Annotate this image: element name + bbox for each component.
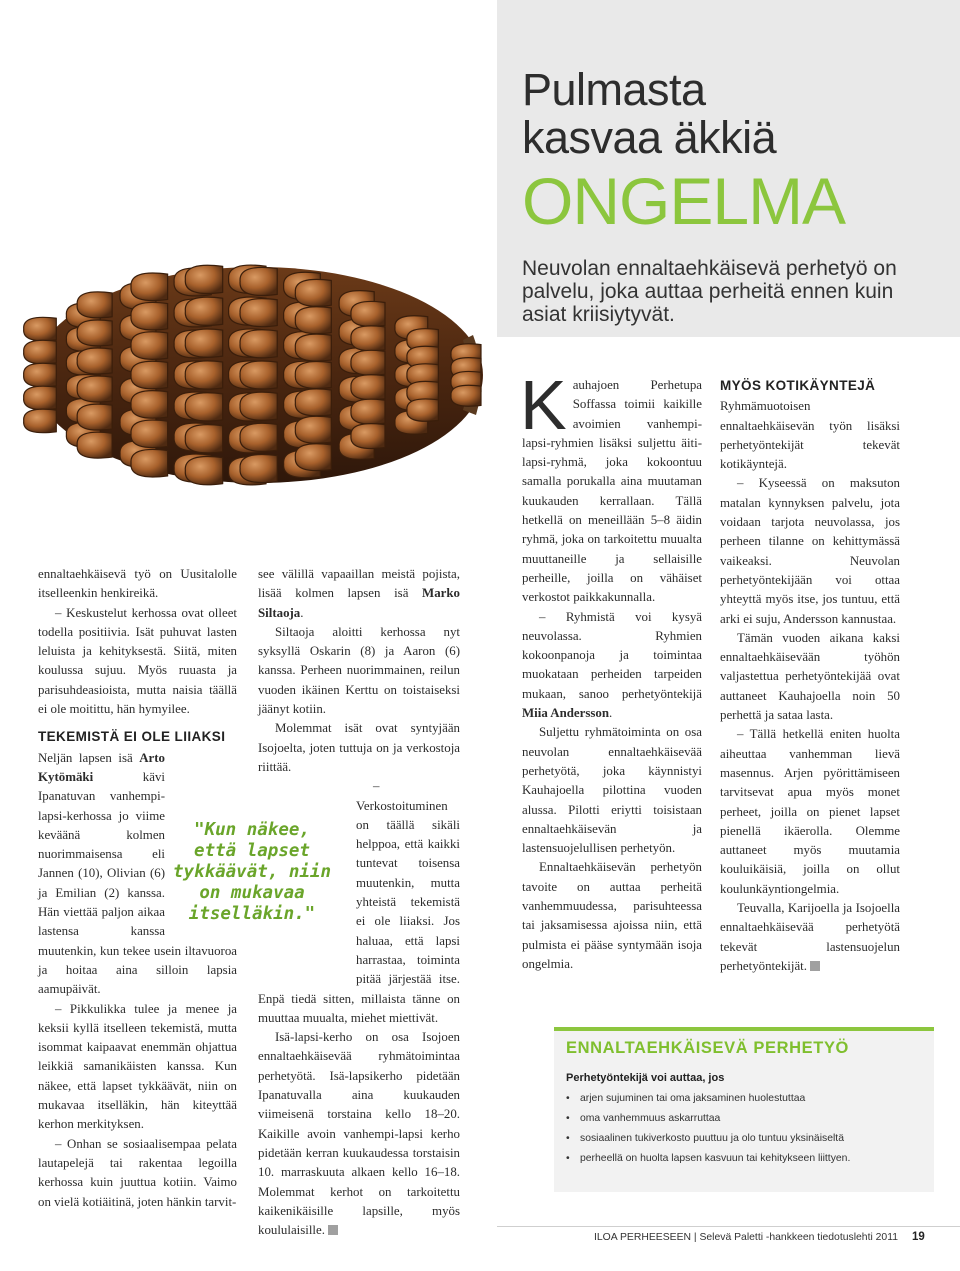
col1-paragraph-2: – Keskustelut kerhossa ovat olleet todella positiivia. Isät puhuvat lasten leluista ja kehityksestä. Siitä, miten koulussa sujuu. Myös ruuasta ja parisuhdeasioista, mutta naisia täällä ei ole moitittu, hän hymyilee. bbox=[38, 605, 237, 717]
cone-scale bbox=[77, 320, 112, 346]
page-footer bbox=[593, 1231, 925, 1243]
cone-scale bbox=[295, 416, 331, 443]
footer-divider bbox=[497, 1226, 960, 1227]
cone-scale bbox=[351, 424, 385, 449]
cone-scale bbox=[295, 362, 331, 389]
info-box-lead: Perhetyöntekijä voi auttaa, jos bbox=[566, 1072, 725, 1084]
cone-scale bbox=[77, 292, 112, 318]
list-item: • arjen sujuminen tai oma jaksaminen huolestuttaa bbox=[566, 1089, 850, 1109]
cone-scale bbox=[185, 297, 222, 325]
col2-p1-text-a: see välillä vapaaillan meistä pojista, lisää kolmen lapsen isä bbox=[258, 567, 460, 601]
cone-scale bbox=[131, 273, 168, 301]
cone-scale bbox=[24, 386, 57, 410]
col3-p1-text: auhajoen Perhetupa Soffassa toimii kaikille avoimien vanhempi-lapsi-ryhmien lisäksi suljettu äiti-lapsi-ryhmä, joka kokoontuu samalla porukalla aina muutaman kuukauden kerrallaan. Tällä hetkellä on meneillään 5–8 äidin ryhmä, joka on tarkoitettu muualta muuttaneille ja sellaisille perheille, joilla on vähäiset verkostot paikkakunnalla. bbox=[522, 378, 702, 605]
cone-scale bbox=[185, 329, 222, 357]
cone-scale bbox=[24, 363, 57, 387]
info-box bbox=[554, 1027, 934, 1192]
col1-paragraph-1: ennaltaehkäisevä työ on Uusitalolle itselleenkin henkireikä. bbox=[38, 567, 237, 601]
col4-paragraph-3: Tämän vuoden aikana kaksi ennaltaehkäisevään työhön valjastettua perhetyöntekijää ovat auttaneet Kauhajoella noin 50 perhettä ja sataa lasta. bbox=[720, 630, 900, 723]
section-heading-kotikaynteja: MYÖS KOTIKÄYNTEJÄ bbox=[720, 378, 876, 393]
cone-scale bbox=[131, 449, 168, 477]
info-box-title: ENNALTAEHKÄISEVÄ PERHETYÖ bbox=[566, 1039, 849, 1057]
drop-cap: K bbox=[520, 366, 567, 444]
cone-scale bbox=[351, 399, 385, 424]
col1-paragraph-4: – Pikkulikka tulee ja menee ja keksii kyllä itselleen tekemistä, mutta isommat kaipaavat enemmän ohjattua leikkiä samanikäisten kanssa. Kun näkee, että lapset tykkäävät, niin on mukavaa itselläkin, hän kiteyttää kerhon merkityksen. bbox=[38, 1001, 237, 1132]
cone-scale bbox=[131, 302, 168, 330]
col2-paragraph-1 bbox=[258, 565, 460, 623]
col1-paragraph-5: – Onhan se sosiaalisempaa pelata lautapelejä tai rakentaa legoilla kerhossa kuin juuttua kotiin. Vaimo on vielä kotiäitinä, joten hänkin tarvit- bbox=[38, 1136, 237, 1209]
cone-scale bbox=[185, 425, 222, 453]
page-number: 19 bbox=[912, 1231, 925, 1243]
col2-paragraph-5 bbox=[258, 1028, 460, 1240]
col4-paragraph-4: – Tällä hetkellä eniten huolta aiheuttaa vanhemman lievä masennus. Arjen pyörittämiseen tarvitsevat apua myös monet perheet, joilla on pienet lapset pienellä ikäerolla. Olemme auttaneet myös muutamia kouluikäisiä, joilla on ollut koulunkäyntiongelmia. bbox=[720, 727, 900, 896]
cone-scale bbox=[77, 432, 112, 458]
info-box-accent-bar bbox=[554, 1027, 934, 1031]
end-mark-square bbox=[328, 1225, 338, 1235]
cone-scale bbox=[351, 375, 385, 400]
cone-scale bbox=[131, 391, 168, 419]
col3-paragraph-2 bbox=[522, 608, 702, 724]
cone-scale bbox=[185, 265, 222, 293]
cone-scale bbox=[295, 279, 331, 306]
col2-p5-text: Isä-lapsi-kerho on osa Isojoen ennaltaehkäisevää ryhmätoimintaa perhetyötä. Isä-lapsikerho pidetään Ipanatuvalla aina kuukauden viimeisenä torstaina kello 18–20. Kaikille avoin vanhempi-lapsi kerho pidetään kerran kuukaudessa torstaisin 10. marraskuuta alkaen kello 16–18. Molemmat kerhot on tarkoitettu kaikenikäisille lapsille, myös koululaisille. bbox=[258, 1030, 460, 1238]
cone-scale bbox=[240, 299, 277, 327]
article-column-3 bbox=[520, 366, 702, 974]
col2-paragraph-4: –Verkostoituminen on täällä sikäli helppoa, että kaikki tuntevat toisensa muutenkin, mutta yhteistä tekemistä ei ole liiaksi. Jos haluaa, että lapsi harrastaa, toiminta pitää järjestää itse. Enpä tiedä sitten, millaista tänne on muuttaa muualta, miehet miettivät. bbox=[258, 779, 460, 1025]
footer-publication: ILOA PERHEESEEN | Selevä Paletti -hankkeen tiedotuslehti 2011 bbox=[593, 1232, 898, 1243]
person-name-miia: Miia Andersson bbox=[522, 706, 610, 721]
col3-p2-text-b: . bbox=[609, 706, 613, 721]
cone-scale bbox=[351, 326, 385, 351]
pull-quote: "Kun näkee, että lapset tykkäävät, niin on mukavaa itselläkin." bbox=[172, 820, 332, 924]
cone-scale bbox=[351, 301, 385, 326]
cone-scale bbox=[295, 444, 331, 471]
cone-scale bbox=[24, 409, 57, 433]
title-line-1: Pulmasta bbox=[522, 64, 706, 115]
cone-scale bbox=[185, 456, 222, 484]
end-mark-square bbox=[810, 961, 820, 971]
cone-scale bbox=[295, 307, 331, 334]
cone-scale bbox=[240, 423, 277, 451]
cone-scale bbox=[407, 399, 438, 421]
article-column-4 bbox=[720, 376, 900, 976]
cone-scale bbox=[295, 334, 331, 361]
title-line-2: kasvaa äkkiä bbox=[522, 112, 777, 163]
cone-scale bbox=[451, 385, 481, 406]
col4-paragraph-2: – Kyseessä on maksuton matalan kynnyksen palvelu, jota voidaan tarjota neuvolassa, jos perheen tilanne on kehittymässä vaikeaksi. Neuvolan perhetyöntekijään voi ottaa yhteyttä myös itse, jos tuntuu, että arki ei suju, Andersson kannustaa. bbox=[720, 476, 900, 626]
cone-scale bbox=[131, 420, 168, 448]
pine-cone-image bbox=[18, 225, 493, 525]
cone-scale bbox=[240, 267, 277, 295]
col2-paragraph-2: Siltaoja aloitti kerhossa nyt syksyllä Oskarin (8) ja Aaron (6) kanssa. Perheen nuorimmainen, reilun vuoden ikäinen Kerttu on toistaiseksi jäänyt kotiin. bbox=[258, 624, 460, 717]
col4-paragraph-1: Ryhmämuotoisen ennaltaehkäisevän työn lisäksi perhetyöntekijät tekevät kotikäyntejä. bbox=[720, 399, 900, 472]
col3-p2-text-a: – Ryhmistä voi kysyä neuvolassa. Ryhmien kokoonpanoja ja toimintaa muokataan perheiden tarpeiden mukaan, sanoo perhetyöntekijä bbox=[522, 609, 702, 701]
cone-scale bbox=[240, 361, 277, 389]
cone-scale bbox=[131, 332, 168, 360]
col3-paragraph-4: Ennaltaehkäisevän perhetyön tavoite on auttaa perheitä vanhemmuudessa, parisuhteessa tai jaksamisessa ajoissa niin, että pulmista ei pääse syntymään isoja ongelmia. bbox=[522, 860, 702, 971]
col2-paragraph-3: Molemmat isät ovat syntyjään Isojoelta, joten tuttuja on ja verkostoja riittää. bbox=[258, 721, 460, 774]
article-title bbox=[522, 66, 952, 238]
cone-scale bbox=[295, 389, 331, 416]
list-item: • oma vanhemmuus askarruttaa bbox=[566, 1109, 850, 1129]
person-name-arto: Arto Kytömäki bbox=[38, 750, 165, 784]
col4-p5-text: Teuvalla, Karijoella ja Isojoella ennaltaehkäisevää perhetyötä tekevät lastensuojelun perhetyöntekijät. bbox=[720, 901, 900, 973]
col2-p1-text-b: . bbox=[300, 605, 304, 620]
cone-scale bbox=[24, 317, 57, 341]
list-item: • sosiaalinen tukiverkosto puuttuu ja olo tuntuu yksinäiseltä bbox=[566, 1129, 850, 1149]
title-accent-word: ONGELMA bbox=[522, 164, 846, 238]
section-heading-tekemista: TEKEMISTÄ EI OLE LIIAKSI bbox=[38, 729, 226, 745]
cone-scale bbox=[185, 393, 222, 421]
cone-scale bbox=[77, 376, 112, 402]
col1-p3-text-b: kävi Ipanatuvan vanhempi-lapsi-kerhossa jo viime keväänä kolmen nuorimmaisensa eli Jannen (10), Olivian (6) ja Emilian (2) kanssa. Hän viettää paljon aikaa lastensa kanssa muutenkin, kun tekee usein iltavuoroa ja hoitaa aina silloin lapsia aamupäivät. bbox=[38, 769, 237, 997]
col3-paragraph-1 bbox=[520, 366, 702, 608]
cone-scale bbox=[77, 348, 112, 374]
col3-paragraph-3: Suljettu ryhmätoiminta on osa neuvolan ennaltaehkäisevää perhetyötä, joka käynnistyi Kauhajoella pilottina vuoden alussa. Pilotti eriytti toisistaan ennaltaehkäisevän ja lastensuojelullisen perhetyön. bbox=[522, 725, 702, 856]
cone-scale bbox=[185, 361, 222, 389]
info-box-list bbox=[566, 1089, 850, 1169]
cone-scale bbox=[77, 404, 112, 430]
cone-scale bbox=[351, 350, 385, 375]
cone-scale bbox=[131, 361, 168, 389]
col4-paragraph-5 bbox=[720, 899, 900, 976]
person-name-marko: Marko Siltaoja bbox=[258, 586, 460, 620]
cone-scale bbox=[240, 454, 277, 482]
cone-scale bbox=[24, 340, 57, 364]
article-subtitle: Neuvolan ennaltaehkäisevä perhetyö on palvelu, joka auttaa perheitä ennen kuin asiat kriisiytyvät. bbox=[522, 257, 897, 326]
cone-scale bbox=[240, 330, 277, 358]
col1-p3-text-a: Neljän lapsen isä bbox=[38, 750, 140, 765]
list-item: • perheellä on huolta lapsen kasvuun tai kehitykseen liittyen. bbox=[566, 1149, 850, 1169]
cone-scale bbox=[240, 392, 277, 420]
